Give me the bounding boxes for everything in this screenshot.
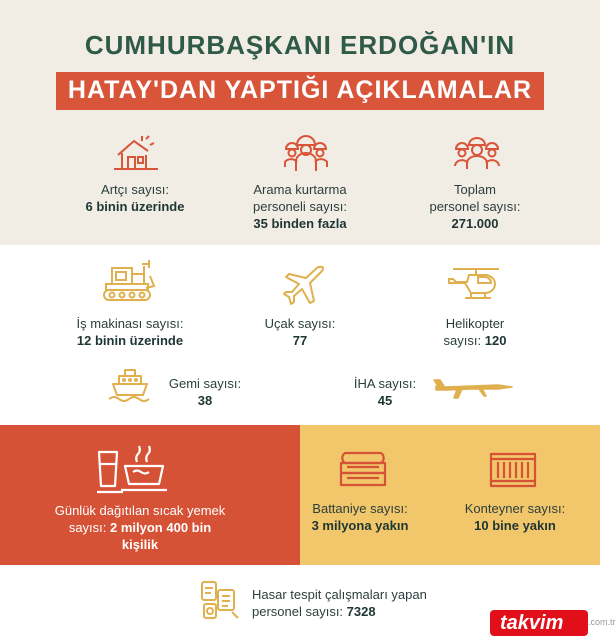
stat-containers (445, 500, 585, 534)
stat-label: Konteyner sayısı: (464, 501, 566, 516)
stat-label-line2 (415, 332, 535, 349)
stat-value: 3 milyona yakın (311, 518, 409, 533)
stat-damage-assessors (252, 586, 452, 620)
collapsed-house-icon (112, 133, 160, 173)
stat-value: 2 milyon 400 bin (110, 520, 212, 535)
stat-value: 12 binin üzerinde (76, 333, 184, 348)
stat-hot-meals (40, 502, 240, 553)
page-title-line1: CUMHURBAŞKANI ERDOĞAN'IN (84, 30, 516, 60)
stat-drones (340, 375, 430, 409)
stat-blankets (290, 500, 430, 534)
stat-value-unit: kişilik (121, 537, 159, 552)
damage-assessment-icon (198, 578, 244, 622)
hot-meal-icon (93, 440, 169, 496)
helicopter-icon (445, 265, 505, 303)
watermark-suffix: .com.tr (588, 617, 616, 627)
stat-aftershocks (55, 181, 215, 215)
stat-label: Battaniye sayısı: (312, 501, 408, 516)
personnel-group-icon (452, 133, 502, 171)
page-title-line2-wrap (0, 72, 600, 110)
stat-label-line2 (40, 519, 240, 536)
drone-icon (432, 376, 514, 402)
stat-label-line2 (252, 603, 452, 620)
stat-label-line1: Hasar tespit çalışmaları yapan (252, 587, 427, 602)
stat-helicopters (415, 315, 535, 349)
supplies-section (300, 425, 600, 565)
stat-value: 7328 (346, 604, 376, 619)
stat-label: İHA sayısı: (353, 376, 417, 391)
stat-value: 45 (377, 393, 393, 408)
rescue-workers-icon (283, 131, 329, 173)
stat-construction-machines (50, 315, 210, 349)
stat-label-suffix: sayısı: (68, 520, 107, 535)
stat-label-line2: personeli sayısı: (253, 199, 347, 214)
stat-label: İş makinası sayısı: (76, 316, 184, 331)
stat-label-line2: personel sayısı: (429, 199, 521, 214)
stat-value: 6 binin üzerinde (85, 199, 185, 214)
stat-label-suffix: sayısı: (443, 333, 482, 348)
stat-label-line1: Günlük dağıtılan sıcak yemek (54, 503, 226, 518)
stat-label-line1: Toplam (454, 182, 496, 197)
stat-label-line1: Helikopter (445, 316, 505, 331)
stat-label: Artçı sayısı: (101, 182, 169, 197)
watermark-text: takvim (500, 612, 564, 634)
stat-value: 120 (484, 333, 507, 348)
stat-ships (160, 375, 250, 409)
takvim-watermark (470, 607, 616, 639)
construction-machine-icon (100, 258, 158, 304)
stat-rescue-personnel (225, 181, 375, 232)
stat-value: 77 (292, 333, 308, 348)
stat-value: 271.000 (451, 216, 499, 231)
stat-value: 10 bine yakın (474, 518, 556, 533)
ship-icon (107, 367, 153, 405)
stat-value: 35 binden fazla (253, 216, 347, 231)
container-icon (488, 450, 538, 490)
stat-label-line1: Arama kurtarma (253, 182, 347, 197)
airplane-icon (282, 263, 326, 307)
page-title-line2: HATAY'DAN YAPTIĞI AÇIKLAMALAR (56, 72, 544, 110)
stat-total-personnel (400, 181, 550, 232)
blanket-icon (335, 447, 391, 491)
stat-planes (245, 315, 355, 349)
stat-label: Uçak sayısı: (264, 316, 336, 331)
stat-label: Gemi sayısı: (168, 376, 242, 391)
stat-label-suffix: personel sayısı: (252, 604, 344, 619)
stat-value: 38 (197, 393, 213, 408)
